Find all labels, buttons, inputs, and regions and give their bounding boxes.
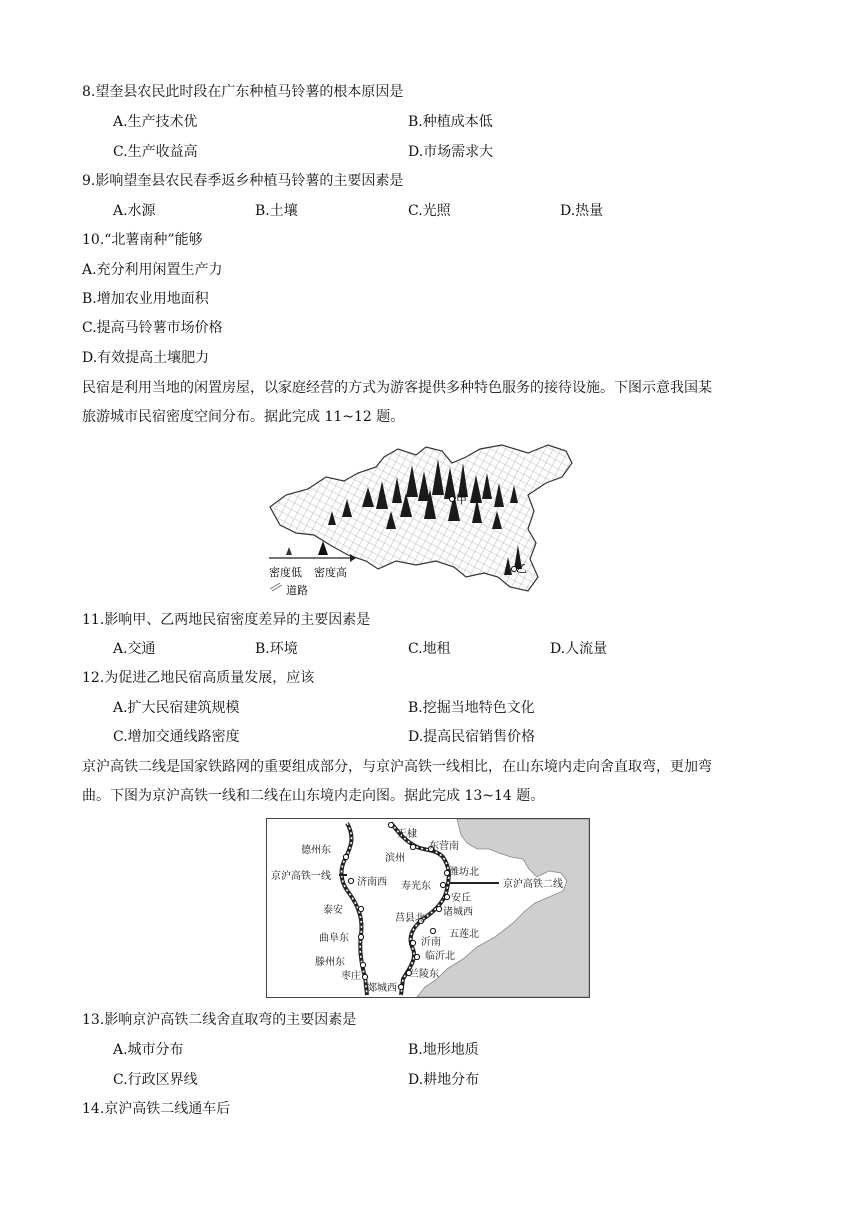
line1-label: 京沪高铁一线 xyxy=(271,871,331,882)
station-yinan: 沂南 xyxy=(421,937,441,948)
label-jia: 甲 xyxy=(456,493,467,506)
q13-option-a: A.城市分布 xyxy=(113,1042,184,1058)
railway-map xyxy=(266,818,590,998)
q12-option-a: A.扩大民宿建筑规模 xyxy=(113,700,240,716)
q11-option-d: D.人流量 xyxy=(550,641,608,657)
legend-low-peak xyxy=(286,547,292,555)
passage-homestay-line-2: 旅游城市民宿密度空间分布。据此完成 11~12 题。 xyxy=(82,409,405,425)
station-tengzhoudong: 滕州东 xyxy=(315,957,345,968)
label-yi: 乙 xyxy=(516,562,527,575)
station-tanchengxi: 郯城西 xyxy=(367,983,397,994)
station-zhuchengxi: 诸城西 xyxy=(443,907,473,918)
railway-map-svg xyxy=(267,819,589,997)
homestay-density-map xyxy=(266,437,584,597)
q13-option-c: C.行政区界线 xyxy=(113,1072,198,1088)
station-weifangbei: 潍坊北 xyxy=(449,867,479,878)
q13-option-d: D.耕地分布 xyxy=(408,1072,480,1088)
legend-low-label: 密度低 xyxy=(269,566,302,579)
station-anqiu: 安丘 xyxy=(451,893,471,904)
q11-option-c: C.地租 xyxy=(408,641,451,657)
q10-option-b: B.增加农业用地面积 xyxy=(82,291,209,307)
q10-option-a: A.充分利用闲置生产力 xyxy=(82,262,223,278)
line2-label: 京沪高铁二线 xyxy=(503,879,563,890)
q10-option-c: C.提高马铃薯市场价格 xyxy=(82,320,223,336)
station-jinanxi: 济南西 xyxy=(357,877,387,888)
station-shouguangdong: 寿光东 xyxy=(401,881,431,892)
legend-road-icon xyxy=(270,583,282,591)
station-binzhou: 滨州 xyxy=(385,853,405,864)
passage-homestay-line-1: 民宿是利用当地的闲置房屋，以家庭经营的方式为游客提供多种特色服务的接待设施。下图示意我国某 xyxy=(82,380,712,396)
q9-option-c: C.光照 xyxy=(408,203,451,219)
q9-option-b: B.土壤 xyxy=(255,203,298,219)
question-9-stem: 9.影响望奎县农民春季返乡种植马铃薯的主要因素是 xyxy=(82,173,404,189)
question-12-stem: 12.为促进乙地民宿高质量发展，应该 xyxy=(82,670,315,686)
passage-railway-line-1: 京沪高铁二线是国家铁路网的重要组成部分，与京沪高铁一线相比，在山东境内走向舍直取弯，更加弯 xyxy=(82,759,712,775)
homestay-density-svg xyxy=(266,437,584,597)
question-10-stem: 10.“北薯南种”能够 xyxy=(82,232,203,248)
question-8-stem: 8.望奎县农民此时段在广东种植马铃薯的根本原因是 xyxy=(82,84,404,100)
q8-option-b: B.种植成本低 xyxy=(408,114,493,130)
station-taian: 泰安 xyxy=(323,905,343,916)
station-lanlingdong: 兰陵东 xyxy=(409,969,439,980)
q10-option-d: D.有效提高土壤肥力 xyxy=(82,350,210,366)
q8-option-a: A.生产技术优 xyxy=(113,114,198,130)
q12-option-b: B.挖掘当地特色文化 xyxy=(408,700,535,716)
q9-option-d: D.热量 xyxy=(560,203,604,219)
q11-option-b: B.环境 xyxy=(255,641,298,657)
question-13-stem: 13.影响京沪高铁二线舍直取弯的主要因素是 xyxy=(82,1012,357,1028)
q8-option-c: C.生产收益高 xyxy=(113,144,198,160)
q9-option-a: A.水源 xyxy=(113,203,156,219)
question-14-stem: 14.京沪高铁二线通车后 xyxy=(82,1101,231,1117)
legend-high-label: 密度高 xyxy=(314,566,347,579)
passage-railway-line-2: 曲。下图为京沪高铁一线和二线在山东境内走向图。据此完成 13~14 题。 xyxy=(82,788,545,804)
q12-option-d: D.提高民宿销售价格 xyxy=(408,729,536,745)
station-dezhoudong: 德州东 xyxy=(301,845,331,856)
station-zaozhuang: 枣庄 xyxy=(341,971,361,982)
legend-road-label: 道路 xyxy=(286,584,308,597)
station-qufudong: 曲阜东 xyxy=(319,933,349,944)
station-dongyingnan: 东营南 xyxy=(429,841,459,852)
q13-option-b: B.地形地质 xyxy=(408,1042,479,1058)
q11-option-a: A.交通 xyxy=(113,641,156,657)
q12-option-c: C.增加交通线路密度 xyxy=(113,729,240,745)
marker-jia xyxy=(450,497,455,502)
station-linyibei: 临沂北 xyxy=(425,951,455,962)
station-wudi: 无棣 xyxy=(397,829,417,840)
station-juxianbei: 莒县北 xyxy=(395,913,425,924)
q8-option-d: D.市场需求大 xyxy=(408,144,494,160)
question-11-stem: 11.影响甲、乙两地民宿密度差异的主要因素是 xyxy=(82,612,371,628)
station-wulianbei: 五莲北 xyxy=(449,929,479,940)
